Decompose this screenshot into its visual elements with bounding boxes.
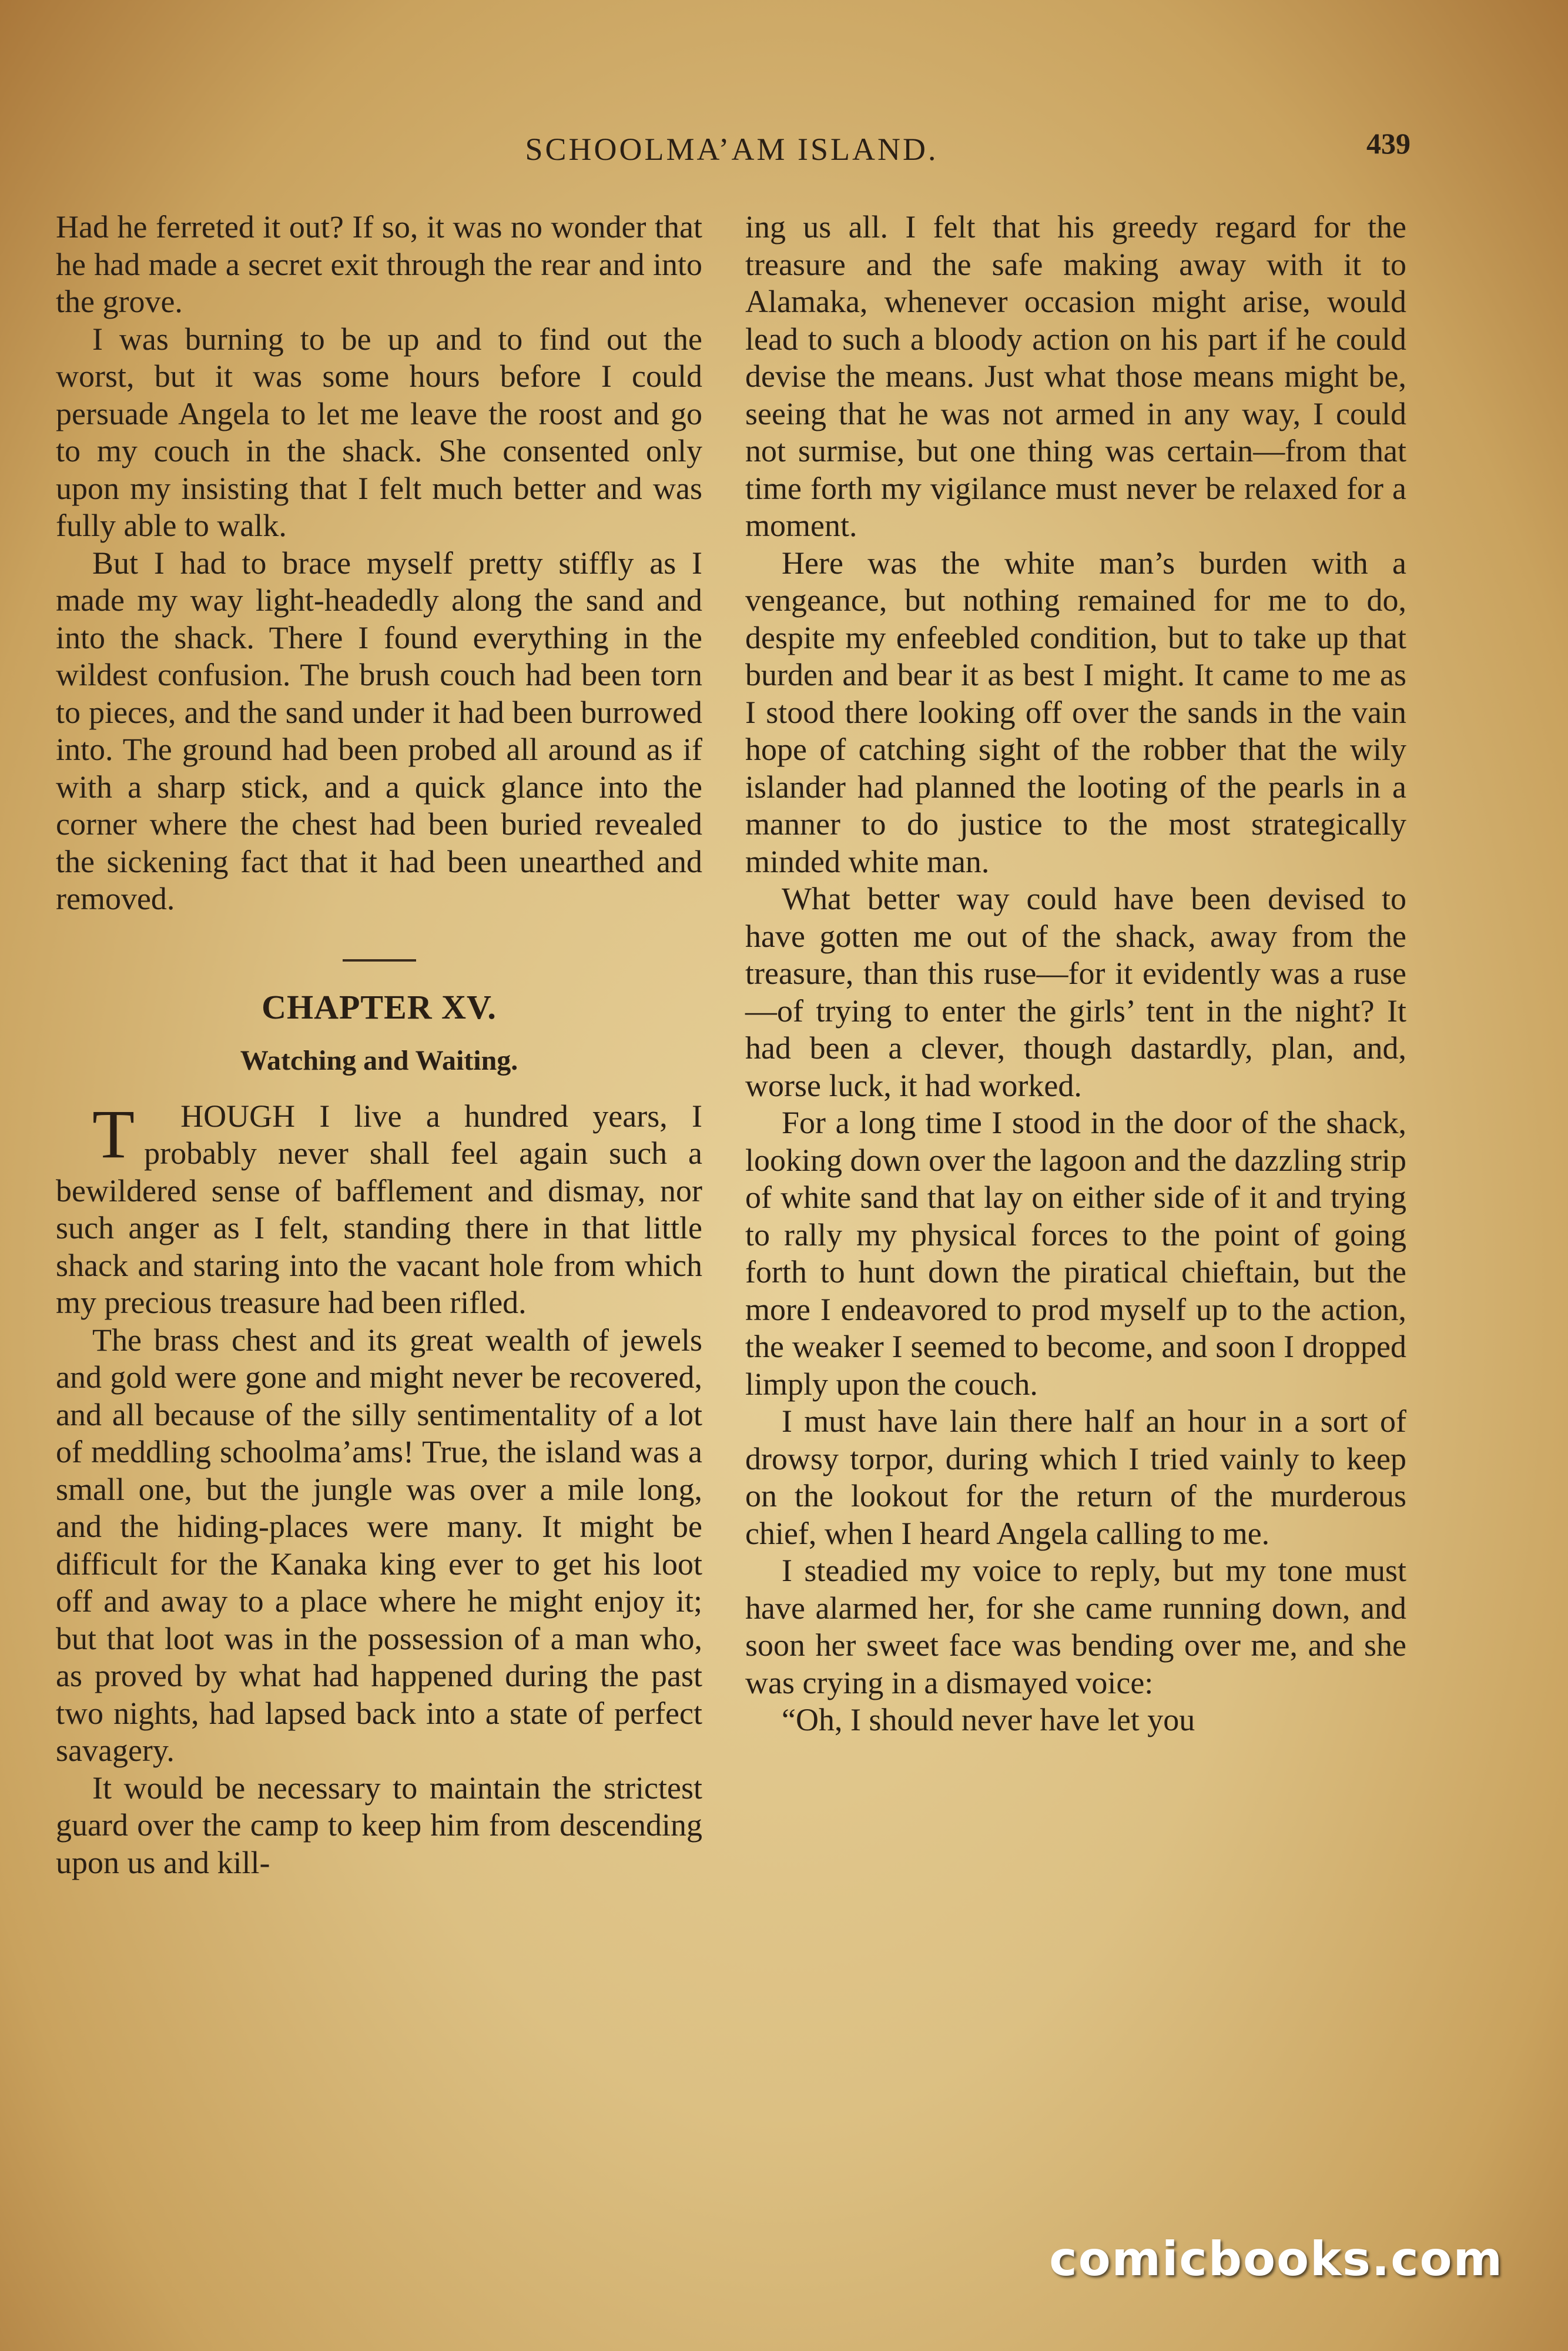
paragraph: Here was the white man’s burden with a vengeance, but nothing remained for me to do, despite my enfeebled condition, but to take up that burden and bear it as best I might. It came to me as I stood there looking off over the sands in the vain hope of catching sight of the robber that the wily islander had planned the looting of the pearls in a manner to do justice to the most strategically minded white man. <box>745 545 1406 879</box>
paragraph: Had he ferreted it out? If so, it was no wonder that he had made a secret exit through the rear and into the grove. <box>56 209 702 319</box>
paragraph: I must have lain there half an hour in a sort of drowsy torpor, during which I tried vainly to keep on the lookout for the return of the murderous chief, when I heard Angela calling to me. <box>745 1404 1406 1551</box>
running-title: SCHOOLMA’AM ISLAND. <box>525 132 939 167</box>
drop-cap: T <box>92 1095 135 1173</box>
paragraph: But I had to brace myself pretty stiffly as I made my way light-headedly along the sand and into the shack. There I found everything in the wildest confusion. The brush couch had been torn to pieces, and the sand under it had been burrowed into. The ground had been probed all around as if with a sharp stick, and a quick glance into the corner where the chest had been buried revealed the sickening fact that it had been unearthed and removed. <box>56 545 702 916</box>
chapter-opening-paragraph <box>56 1095 702 1322</box>
page-number: 439 <box>1366 127 1410 160</box>
paragraph: ing us all. I felt that his greedy regard for the treasure and the safe making away with it to Alamaka, whenever occasion might arise, would lead to such a bloody action on his part if he could devise the means. Just what those means might be, seeing that he was not armed in any way, I could not surmise, but one thing was certain—from that time forth my vigilance must never be relaxed for a moment. <box>745 209 1406 543</box>
paragraph: I steadied my voice to reply, but my tone must have alarmed her, for she came running down, and soon her sweet face was bending over me, and she was crying in a dismayed voice: <box>745 1553 1406 1700</box>
paragraph: The brass chest and its great wealth of jewels and gold were gone and might never be recovered, and all because of the silly sentimentality of a lot of meddling schoolma’ams! True, the island was a small one, but the jungle was over a mile long, and the hiding-places were many. It might be difficult for the Kanaka king ever to get his loot off and away to a place where he might enjoy it; but that loot was in the possession of a man who, as proved by what had happened during the past two nights, had lapsed back into a state of perfect savagery. <box>56 1322 702 1768</box>
paragraph: What better way could have been devised to have gotten me out of the shack, away from the treasure, than this ruse—for it evidently was a ruse—of trying to enter the girls’ tent in the night? It had been a clever, though dastardly, plan, and, worse luck, it had worked. <box>745 881 1406 1103</box>
running-head <box>53 126 1410 173</box>
chapter-title: CHAPTER XV. <box>262 987 497 1026</box>
chapter-opening-text: HOUGH I live a hundred years, I probably never shall feel again such a bewildered sense of bafflement and dismay, nor such anger as I felt, standing there in that little shack and staring into the vacant hole from which my precious treasure had been rifled. <box>56 1098 702 1320</box>
left-column <box>56 209 702 1881</box>
paragraph: It would be necessary to maintain the strictest guard over the camp to keep him from descending upon us and kill- <box>56 1770 702 1880</box>
chapter-divider <box>343 959 416 962</box>
paragraph: I was burning to be up and to find out the worst, but it was some hours before I could persuade Angela to let me leave the roost and go to my couch in the shack. She consented only upon my insisting that I felt much better and was fully able to walk. <box>56 321 702 543</box>
paragraph: “Oh, I should never have let you <box>782 1702 1195 1737</box>
right-column <box>745 209 1406 1739</box>
chapter-subtitle: Watching and Waiting. <box>240 1044 518 1076</box>
paragraph: For a long time I stood in the door of the shack, looking down over the lagoon and the dazzling strip of white sand that lay on either side of it and trying to rally my physical forces to the point of going forth to hunt down the piratical chieftain, but the more I endeavored to prod myself up to the action, the weaker I seemed to become, and soon I dropped limply upon the couch. <box>745 1105 1406 1402</box>
watermark: comicbooks.com <box>1049 2232 1503 2286</box>
